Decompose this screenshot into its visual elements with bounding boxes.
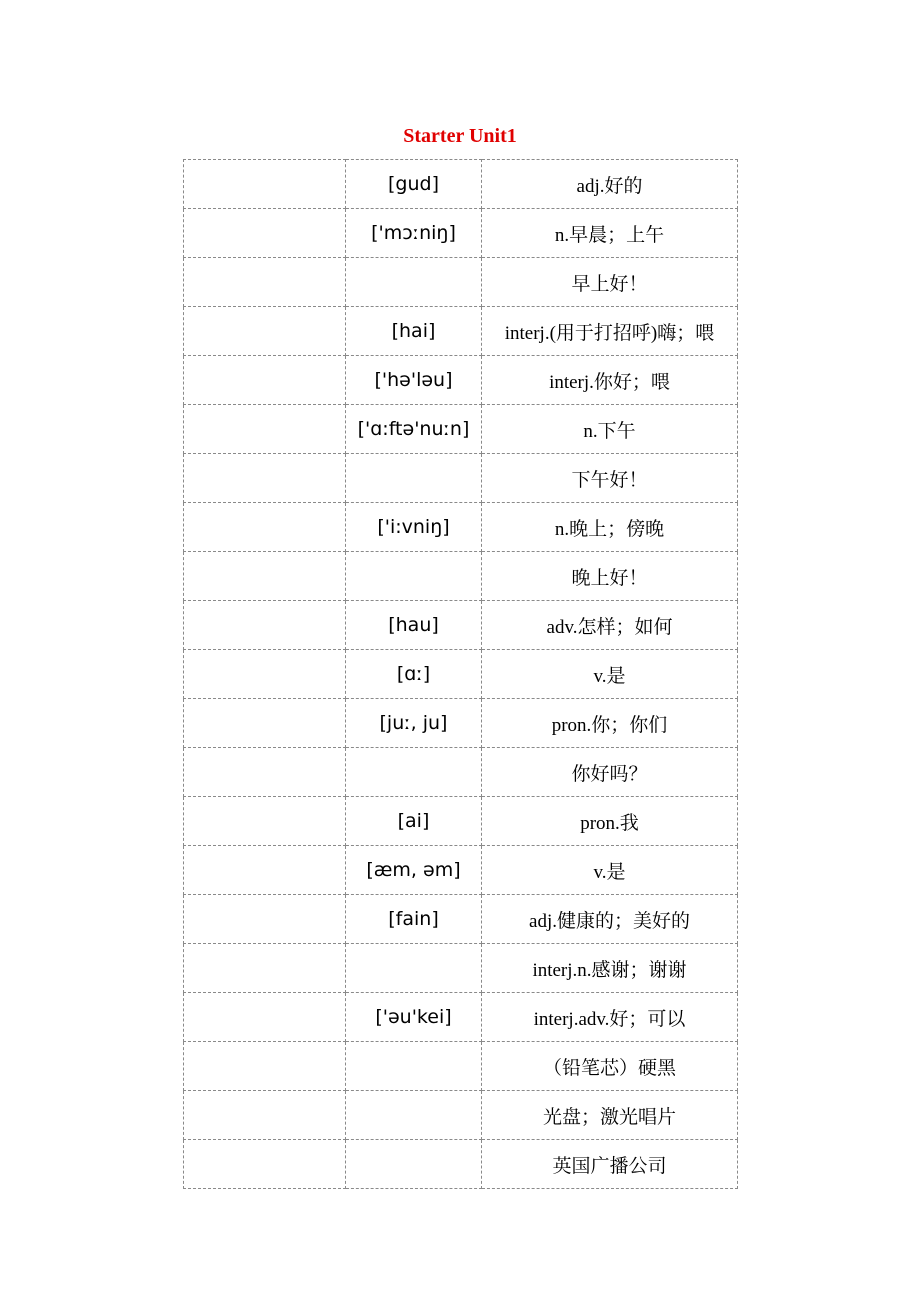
phonetic-cell: ['hə'ləu] xyxy=(346,356,482,405)
table-row xyxy=(184,895,738,944)
word-cell xyxy=(184,993,346,1042)
page-title: Starter Unit1 xyxy=(403,125,517,147)
table-row xyxy=(184,601,738,650)
phonetic-cell: [fain] xyxy=(346,895,482,944)
table-row xyxy=(184,1091,738,1140)
word-cell xyxy=(184,846,346,895)
phonetic-cell xyxy=(346,258,482,307)
word-cell xyxy=(184,944,346,993)
phonetic-cell: [hai] xyxy=(346,307,482,356)
word-cell xyxy=(184,356,346,405)
word-cell xyxy=(184,699,346,748)
meaning-cell: interj.你好；喂 xyxy=(482,356,738,405)
meaning-cell: adj.健康的；美好的 xyxy=(482,895,738,944)
table-row xyxy=(184,1042,738,1091)
table-row xyxy=(184,650,738,699)
meaning-cell: 早上好！ xyxy=(482,258,738,307)
meaning-cell: 下午好！ xyxy=(482,454,738,503)
table-row xyxy=(184,797,738,846)
word-cell xyxy=(184,650,346,699)
meaning-cell: 你好吗？ xyxy=(482,748,738,797)
table-row xyxy=(184,307,738,356)
word-cell xyxy=(184,209,346,258)
phonetic-cell: [ai] xyxy=(346,797,482,846)
table-row xyxy=(184,846,738,895)
word-cell xyxy=(184,1140,346,1189)
meaning-cell: n.早晨；上午 xyxy=(482,209,738,258)
meaning-cell: adv.怎样；如何 xyxy=(482,601,738,650)
word-cell xyxy=(184,160,346,209)
phonetic-cell xyxy=(346,944,482,993)
table-row xyxy=(184,552,738,601)
phonetic-cell: [juː, ju] xyxy=(346,699,482,748)
meaning-cell: 光盘；激光唱片 xyxy=(482,1091,738,1140)
word-cell xyxy=(184,1091,346,1140)
phonetic-cell: ['i:vniŋ] xyxy=(346,503,482,552)
word-cell xyxy=(184,258,346,307)
word-cell xyxy=(184,503,346,552)
phonetic-cell: ['mɔːniŋ] xyxy=(346,209,482,258)
word-cell xyxy=(184,601,346,650)
meaning-cell: v.是 xyxy=(482,846,738,895)
meaning-cell: interj.(用于打招呼)嗨；喂 xyxy=(482,307,738,356)
meaning-cell: interj.adv.好；可以 xyxy=(482,993,738,1042)
vocabulary-table xyxy=(183,159,738,1189)
table-row xyxy=(184,993,738,1042)
table-row xyxy=(184,748,738,797)
phonetic-cell xyxy=(346,1140,482,1189)
table-row xyxy=(184,699,738,748)
word-cell xyxy=(184,748,346,797)
meaning-cell: 晚上好！ xyxy=(482,552,738,601)
phonetic-cell: [hau] xyxy=(346,601,482,650)
table-row xyxy=(184,405,738,454)
vocabulary-table-body xyxy=(184,160,738,1189)
phonetic-cell: ['əu'kei] xyxy=(346,993,482,1042)
phonetic-cell xyxy=(346,748,482,797)
table-row xyxy=(184,356,738,405)
word-cell xyxy=(184,307,346,356)
word-cell xyxy=(184,797,346,846)
table-row xyxy=(184,944,738,993)
meaning-cell: v.是 xyxy=(482,650,738,699)
phonetic-cell: [ɑː] xyxy=(346,650,482,699)
table-row xyxy=(184,454,738,503)
meaning-cell: 英国广播公司 xyxy=(482,1140,738,1189)
meaning-cell: adj.好的 xyxy=(482,160,738,209)
word-cell xyxy=(184,1042,346,1091)
meaning-cell: pron.你；你们 xyxy=(482,699,738,748)
meaning-cell: n.晚上；傍晚 xyxy=(482,503,738,552)
phonetic-cell: ['ɑ:ftə'nuːn] xyxy=(346,405,482,454)
word-cell xyxy=(184,454,346,503)
table-row xyxy=(184,1140,738,1189)
table-row xyxy=(184,503,738,552)
table-row xyxy=(184,209,738,258)
table-row xyxy=(184,160,738,209)
meaning-cell: （铅笔芯）硬黑 xyxy=(482,1042,738,1091)
phonetic-cell: [gud] xyxy=(346,160,482,209)
phonetic-cell: [æm, əm] xyxy=(346,846,482,895)
meaning-cell: interj.n.感谢；谢谢 xyxy=(482,944,738,993)
meaning-cell: n.下午 xyxy=(482,405,738,454)
word-cell xyxy=(184,405,346,454)
phonetic-cell xyxy=(346,1091,482,1140)
phonetic-cell xyxy=(346,552,482,601)
meaning-cell: pron.我 xyxy=(482,797,738,846)
word-cell xyxy=(184,895,346,944)
phonetic-cell xyxy=(346,1042,482,1091)
phonetic-cell xyxy=(346,454,482,503)
word-cell xyxy=(184,552,346,601)
table-row xyxy=(184,258,738,307)
